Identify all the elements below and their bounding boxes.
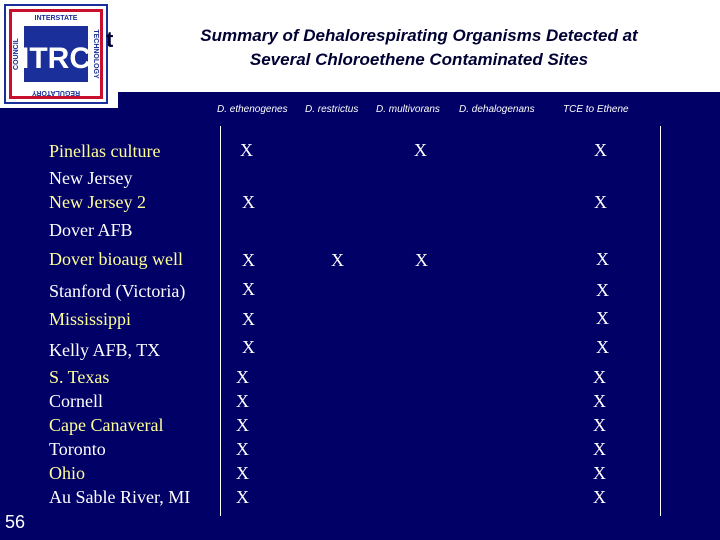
detection-mark: X [596, 249, 609, 269]
site-name: Stanford (Victoria) [49, 281, 186, 301]
detection-mark: X [236, 463, 249, 483]
detection-mark: X [593, 367, 606, 387]
site-name: Toronto [49, 439, 106, 459]
detection-mark: X [242, 337, 255, 357]
column-header-restrictus: D. restrictus [305, 104, 359, 115]
column-header-dehalogenans: D. dehalogenans [459, 104, 535, 115]
site-name: Au Sable River, MI [49, 487, 191, 507]
title-fragment: t [106, 27, 114, 52]
detection-mark: X [236, 367, 249, 387]
slide-title-line-2: Several Chloroethene Contaminated Sites [249, 50, 589, 69]
detection-mark: X [593, 487, 606, 507]
detection-mark: X [331, 250, 344, 270]
detection-mark: X [236, 391, 249, 411]
logo-top-text: INTERSTATE [34, 15, 78, 22]
logo-initials: ITRC [21, 42, 91, 75]
detection-mark: X [236, 439, 249, 459]
site-name: Cornell [49, 391, 103, 411]
detection-mark: X [596, 337, 609, 357]
logo-right-text: TECHNOLOGY [92, 29, 99, 79]
grid-line [220, 126, 221, 516]
column-header-multivorans: D. multivorans [376, 104, 440, 115]
column-header-ethenogenes: D. ethenogenes [217, 104, 288, 115]
site-name: S. Texas [49, 367, 110, 387]
itrc-logo-icon [0, 0, 118, 108]
site-name: Dover bioaug well [49, 249, 183, 269]
site-name: Kelly AFB, TX [49, 340, 161, 360]
page-number: 56 [5, 512, 26, 532]
site-name: Pinellas culture [49, 141, 161, 161]
site-name: Ohio [49, 463, 85, 483]
detection-mark: X [594, 140, 607, 160]
detection-mark: X [596, 280, 609, 300]
site-name: Mississippi [49, 309, 132, 329]
detection-mark: X [596, 308, 609, 328]
detection-mark: X [242, 250, 255, 270]
detection-mark: X [236, 415, 249, 435]
title-bar [118, 0, 720, 92]
detection-mark: X [415, 250, 428, 270]
detection-mark: X [593, 439, 606, 459]
logo-left-text: COUNCIL [13, 38, 20, 70]
detection-mark: X [594, 192, 607, 212]
site-name: Cape Canaveral [49, 415, 164, 435]
detection-mark: X [593, 415, 606, 435]
detection-mark: X [236, 487, 249, 507]
detection-mark: X [414, 140, 427, 160]
detection-mark: X [242, 309, 255, 329]
detection-mark: X [240, 140, 253, 160]
detection-mark: X [593, 391, 606, 411]
site-name: New Jersey 2 [49, 192, 146, 212]
slide-title [118, 24, 720, 72]
logo-bottom-text: REGULATORY [31, 89, 81, 96]
slide-title-line-1: Summary of Dehalorespirating Organisms Detected at [200, 26, 638, 45]
site-name: Dover AFB [49, 220, 133, 240]
site-name: New Jersey [49, 168, 133, 188]
column-header-tce-to-ethene: TCE to Ethene [563, 104, 629, 115]
detection-mark: X [593, 463, 606, 483]
detection-mark: X [242, 192, 255, 212]
detection-mark: X [242, 279, 255, 299]
grid-line [660, 126, 661, 516]
